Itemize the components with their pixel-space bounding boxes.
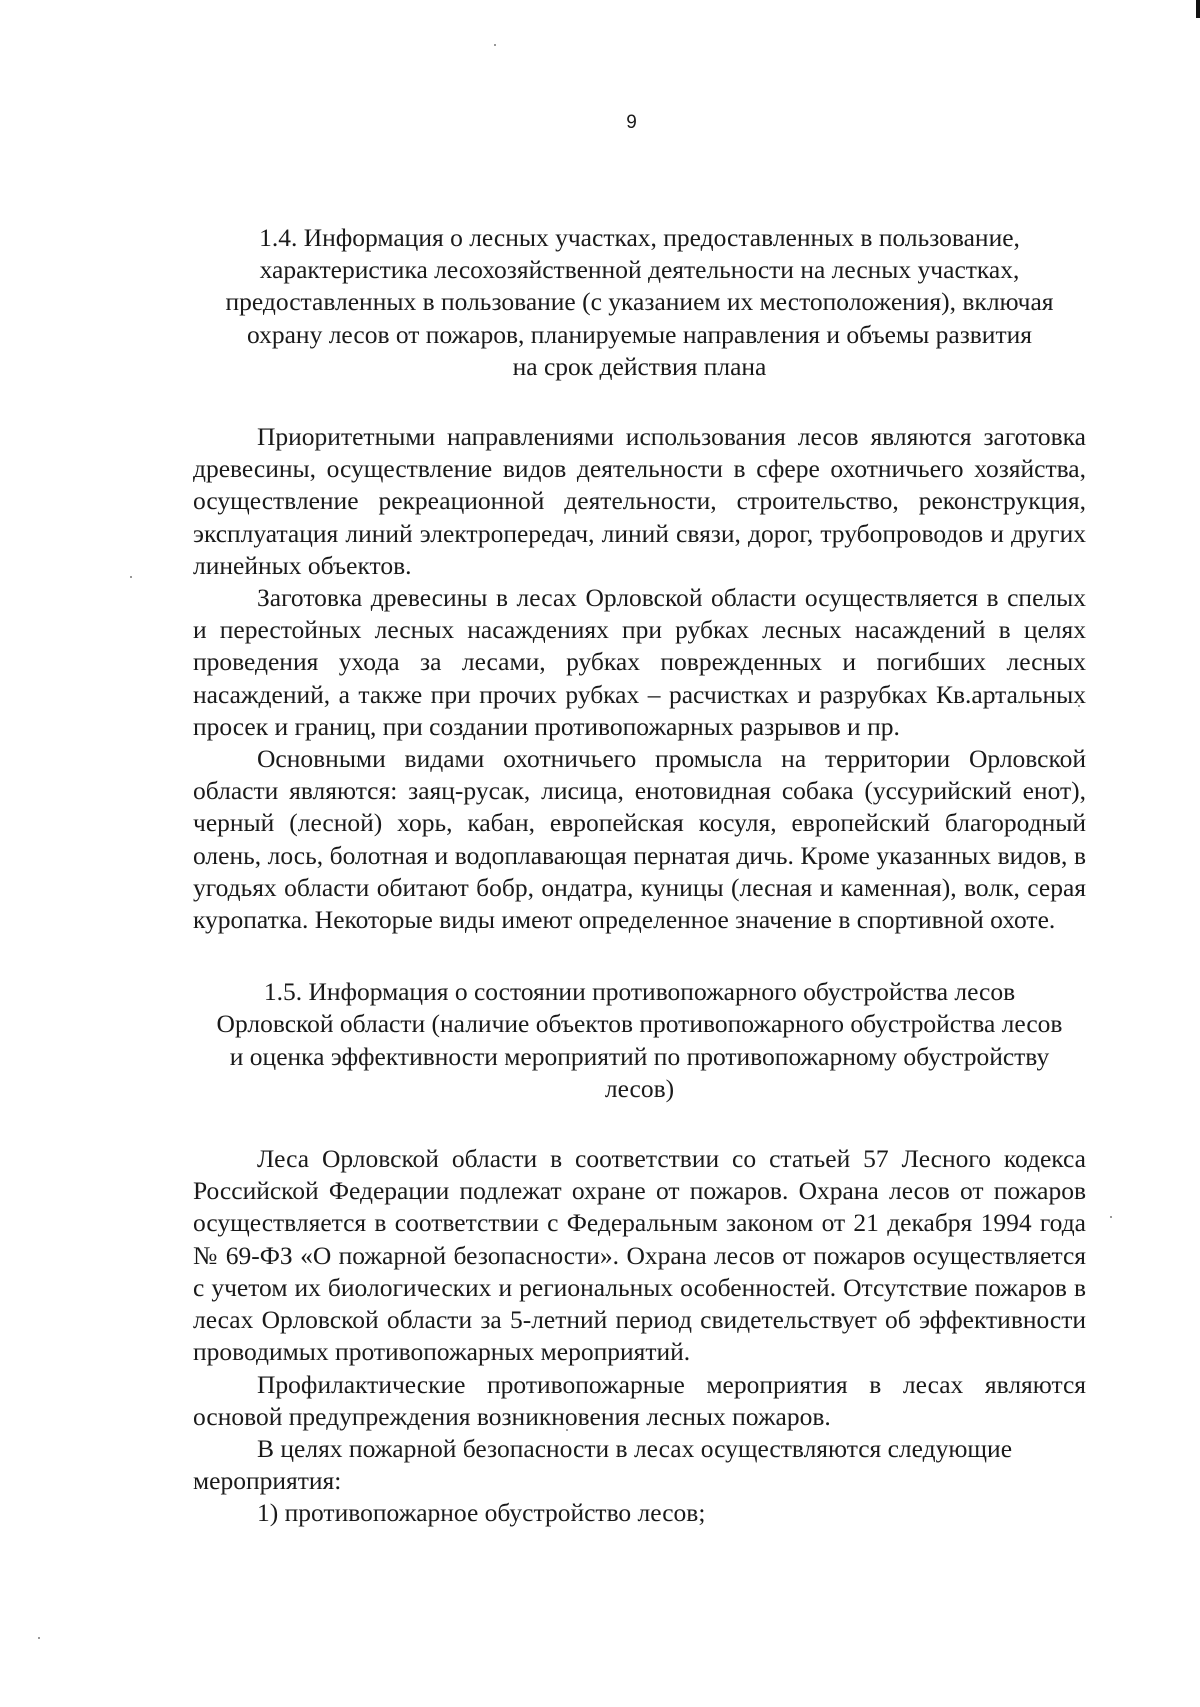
document-body — [193, 222, 1086, 1530]
heading-line: предоставленных в пользование (с указанием их местоположения), включая — [225, 287, 1054, 317]
scan-speck — [130, 576, 132, 578]
list-item: 1) противопожарное обустройство лесов; — [257, 1498, 706, 1528]
paragraph-measures-intro: В целях пожарной безопасности в лесах осуществляются следующие мероприятия: — [193, 1433, 1013, 1496]
page-number: 9 — [626, 112, 637, 133]
scan-speck — [494, 44, 496, 46]
scan-speck — [1110, 1216, 1112, 1218]
heading-line: характеристика лесохозяйственной деятельности на лесных участках, — [259, 255, 1020, 285]
heading-line: 1.4. Информация о лесных участках, предоставленных в пользование, — [259, 223, 1020, 252]
heading-line: и оценка эффективности мероприятий по противопожарному обустройству — [229, 1041, 1050, 1071]
scan-speck — [38, 1637, 40, 1639]
paragraph-timber-harvesting: Заготовка древесины в лесах Орловской области осуществляется в спелых и перестойных лесных насаждениях при рубках лесных насаждений в целях проведения ухода за лесами, рубках поврежденных и погибших лесных насаждений, а также при прочих рубках – расчистках и разрубках Кв.артальных просек и границ, при создании противопожарных разрывов и пр. — [193, 583, 1086, 741]
scan-edge-mark — [1196, 0, 1200, 18]
paragraph-fire-protection-law: Леса Орловской области в соответствии со статьей 57 Лесного кодекса Российской Федерации подлежат охране от пожаров. Охрана лесов от пожаров осуществляется в соответствии с Федеральным законом от 21 декабря 1994 года № 69-ФЗ «О пожарной безопасности». Охрана лесов от пожаров осуществляется с учетом их биологических и региональных особенностей. Отсутствие пожаров в лесах Орловской области за 5-летний период свидетельствует об эффективности проводимых противопожарных мероприятий. — [193, 1144, 1086, 1367]
heading-line: охрану лесов от пожаров, планируемые направления и объемы развития — [247, 319, 1032, 349]
section-heading-1-4 — [193, 222, 1086, 383]
paragraph-forest-use-priorities: Приоритетными направлениями использования лесов являются заготовка древесины, осуществление видов деятельности в сфере охотничьего хозяйства, осуществление рекреационной деятельности, строительство, реконструкция, эксплуатация линий электропередач, линий связи, дорог, трубопроводов и других линейных объектов. — [193, 422, 1086, 580]
heading-line: на срок действия плана — [512, 351, 767, 381]
heading-line: лесов) — [604, 1073, 675, 1103]
heading-line: 1.5. Информация о состоянии противопожарного обустройства лесов — [263, 977, 1016, 1007]
heading-line: Орловской области (наличие объектов противопожарного обустройства лесов — [216, 1009, 1063, 1039]
section-heading-1-5 — [193, 976, 1086, 1105]
paragraph-hunting-species: Основными видами охотничьего промысла на территории Орловской области являются: заяц-русак, лисица, енотовидная собака (уссурийский енот), черный (лесной) хорь, кабан, европейская косуля, европейский благородный олень, лось, болотная и водоплавающая пернатая дичь. Кроме указанных видов, в угодьях области обитают бобр, ондатра, куницы (лесная и каменная), волк, серая куропатка. Некоторые виды имеют определенное значение в спортивной охоте. — [193, 744, 1086, 935]
paragraph-preventive-measures: Профилактические противопожарные мероприятия в лесах являются основой предупреждения возникновения лесных пожаров. — [193, 1369, 1086, 1431]
